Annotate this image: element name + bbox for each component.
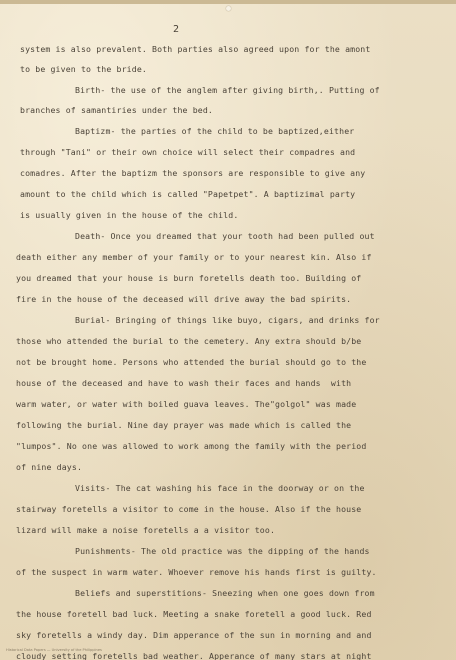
text-line: sky foretells a windy day. Dim apperance of the sun in morning and and <box>16 630 372 640</box>
text-line: Baptizm- the parties of the child to be baptized,either <box>75 126 355 136</box>
text-line: amount to the child which is called "Papetpet". A baptizimal party <box>20 189 356 199</box>
text-line: stairway foretells a visitor to come in the house. Also if the house <box>16 504 362 514</box>
binding-hole <box>226 6 231 11</box>
text-line: not be brought home. Persons who attended the burial should go to the <box>16 357 367 367</box>
text-line: system is also prevalent. Both parties also agreed upon for the amont <box>20 44 371 54</box>
text-line: you dreamed that your house is burn foretells death too. Building of <box>16 273 362 283</box>
text-line: Beliefs and superstitions- Sneezing when one goes down from <box>75 588 375 598</box>
page-top-edge <box>0 0 456 4</box>
text-line: lizard will make a noise foretells a a visitor too. <box>16 525 276 535</box>
text-line: "lumpos". No one was allowed to work among the family with the period <box>16 441 367 451</box>
archive-footer-note: Historical Data Papers — University of the Philippines <box>6 648 102 652</box>
text-line: of the suspect in warm water. Whoever remove his hands first is guilty. <box>16 567 377 577</box>
text-line: comadres. After the baptizm the sponsors are responsible to give any <box>20 168 366 178</box>
text-line: Visits- The cat washing his face in the doorway or on the <box>75 483 365 493</box>
text-line: those who attended the burial to the cemetery. Any extra should b/be <box>16 336 362 346</box>
text-line: Burial- Bringing of things like buyo, cigars, and drinks for <box>75 315 380 325</box>
text-line: house of the deceased and have to wash their faces and hands with <box>16 378 352 388</box>
text-line: to be given to the bride. <box>20 64 147 74</box>
text-line: fire in the house of the deceased will drive away the bad spirits. <box>16 294 352 304</box>
text-line: cloudy setting foretells bad weather. Apperance of many stars at night <box>16 651 372 660</box>
text-line: death either any member of your family or to your nearest kin. Also if <box>16 252 372 262</box>
page-number: 2 <box>173 24 180 35</box>
text-line: following the burial. Nine day prayer was made which is called the <box>16 420 352 430</box>
text-line: branches of samantiries under the bed. <box>20 105 214 115</box>
text-line: of nine days. <box>16 462 83 472</box>
text-line: Birth- the use of the anglem after giving birth,. Putting of <box>75 85 380 95</box>
text-line: Punishments- The old practice was the dipping of the hands <box>75 546 370 556</box>
text-line: warm water, or water with boiled guava leaves. The"golgol" was made <box>16 399 357 409</box>
text-line: through "Tani" or their own choice will select their compadres and <box>20 147 356 157</box>
text-line: Death- Once you dreamed that your tooth had been pulled out <box>75 231 375 241</box>
text-line: the house foretell bad luck. Meeting a snake foretell a good luck. Red <box>16 609 372 619</box>
text-line: is usually given in the house of the child. <box>20 210 239 220</box>
